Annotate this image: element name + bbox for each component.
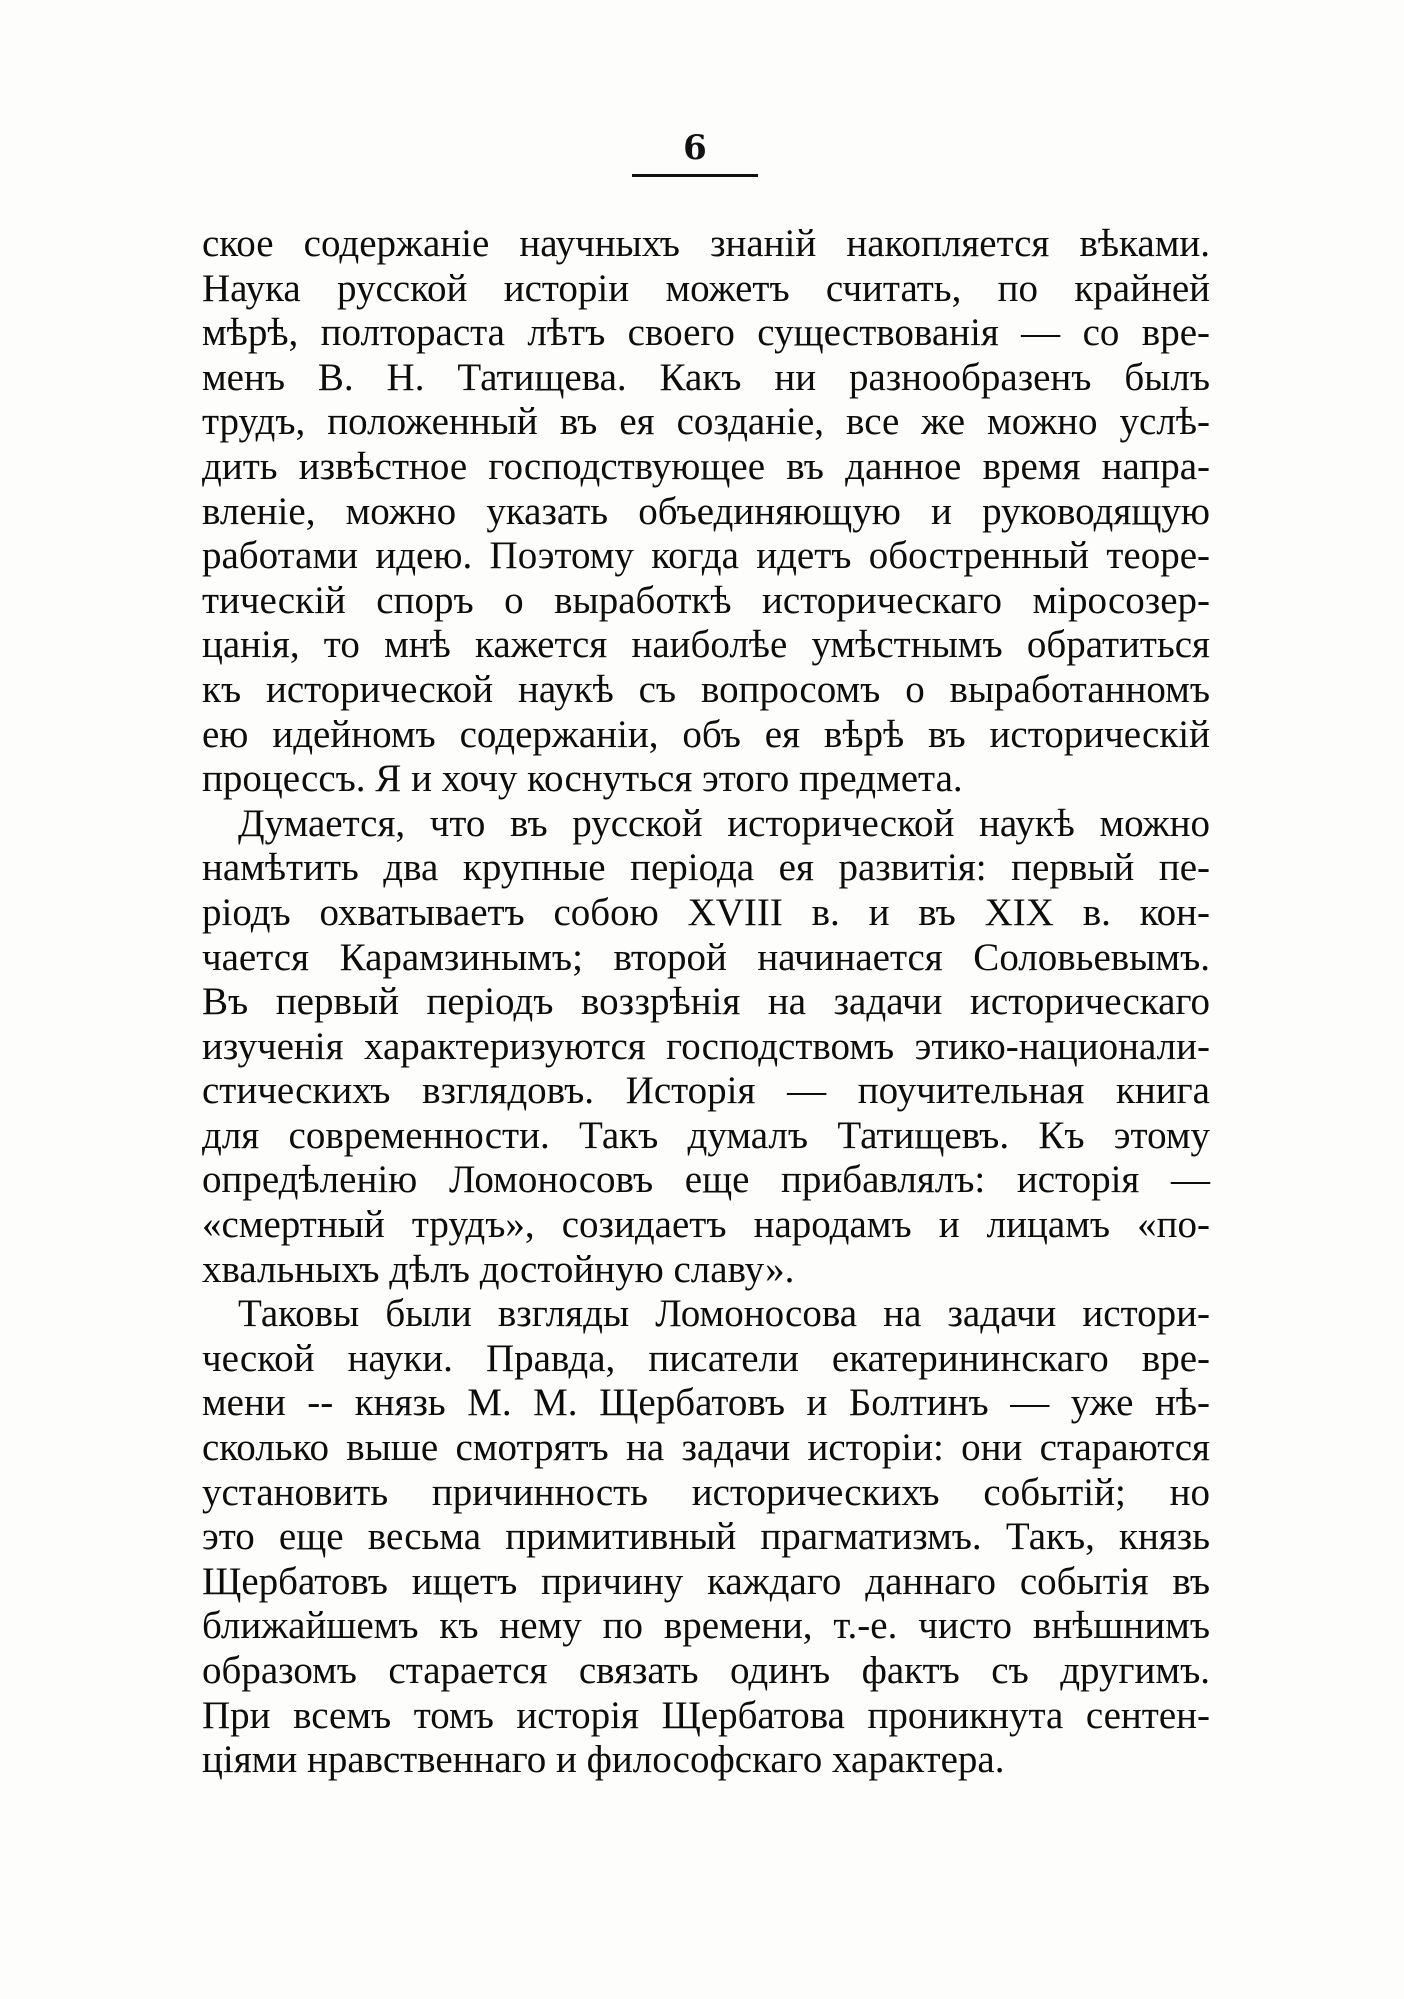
text-line: стическихъ взглядовъ. Исторія — поучительная книга	[202, 1069, 1210, 1113]
text-line: Въ первый періодъ воззрѣнія на задачи историческаго	[202, 980, 1210, 1024]
text-line: Наука русской исторіи можетъ считать, по крайней	[202, 266, 1210, 310]
text-line: трудъ, положенный въ ея созданіе, все же можно услѣ-	[202, 400, 1210, 444]
text-line: работами идею. Поэтому когда идетъ обостренный теоре-	[202, 534, 1210, 578]
text-line: ческой науки. Правда, писатели екатерининскаго вре-	[202, 1336, 1210, 1380]
text-line: для современности. Такъ думалъ Татищевъ. Къ этому	[202, 1113, 1210, 1157]
paragraph	[202, 802, 1210, 1293]
text-line: ріодъ охватываетъ собою XVIII в. и въ XIX в. кон-	[202, 890, 1210, 934]
text-line: тическій споръ о выработкѣ историческаго міросозер-	[202, 578, 1210, 622]
text-line: ею идейномъ содержаніи, объ ея вѣрѣ въ историческій	[202, 712, 1210, 756]
text-line: изученія характеризуются господствомъ этико-национали-	[202, 1024, 1210, 1068]
text-line: процессъ. Я и хочу коснуться этого предмета.	[202, 757, 963, 801]
paragraph	[202, 222, 1210, 802]
text-line: Таковы были взгляды Ломоносова на задачи истори-	[238, 1292, 1210, 1336]
text-line: мѣрѣ, полтораста лѣтъ своего существованія — со вре-	[202, 311, 1210, 355]
text-line: чается Карамзинымъ; второй начинается Соловьевымъ.	[202, 935, 1210, 979]
text-line: менъ В. Н. Татищева. Какъ ни разнообразенъ былъ	[202, 355, 1210, 399]
text-line: намѣтить два крупные періода ея развитія: первый пе-	[202, 846, 1210, 890]
text-line: Щербатовъ ищетъ причину каждаго даннаго событія въ	[202, 1559, 1210, 1603]
text-line: установить причинность историческихъ событій; но	[202, 1470, 1210, 1514]
page-number: 6	[632, 128, 758, 177]
text-line: вленіе, можно указать объединяющую и руководящую	[202, 489, 1210, 533]
text-line: опредѣленію Ломоносовъ еще прибавлялъ: исторія —	[202, 1158, 1210, 1202]
text-line: это еще весьма примитивный прагматизмъ. Такъ, князь	[202, 1515, 1210, 1559]
text-line: ближайшемъ къ нему по времени, т.-е. чисто внѣшнимъ	[202, 1604, 1210, 1648]
text-line: къ исторической наукѣ съ вопросомъ о выработанномъ	[202, 667, 1210, 711]
text-line: При всемъ томъ исторія Щербатова проникнута сентен-	[202, 1693, 1210, 1737]
text-line: цанія, то мнѣ кажется наиболѣе умѣстнымъ обратиться	[202, 623, 1210, 667]
text-line: Думается, что въ русской исторической наукѣ можно	[238, 801, 1210, 845]
text-line: ское содержаніе научныхъ знаній накопляется вѣками.	[202, 222, 1210, 265]
text-line: «смертный трудъ», созидаетъ народамъ и лицамъ «по-	[202, 1203, 1210, 1247]
text-line: ціями нравственнаго и философскаго характера.	[202, 1738, 1005, 1782]
text-line: сколько выше смотрятъ на задачи исторіи: они стараются	[202, 1426, 1210, 1470]
text-line: мени -- князь М. М. Щербатовъ и Болтинъ — уже нѣ-	[202, 1381, 1210, 1425]
body-text	[202, 222, 1210, 1783]
text-line: хвальныхъ дѣлъ достойную славу».	[202, 1247, 795, 1291]
text-line: дить извѣстное господствующее въ данное время напра-	[202, 444, 1210, 488]
paragraph	[202, 1292, 1210, 1783]
text-line: образомъ старается связать одинъ фактъ съ другимъ.	[202, 1649, 1210, 1692]
